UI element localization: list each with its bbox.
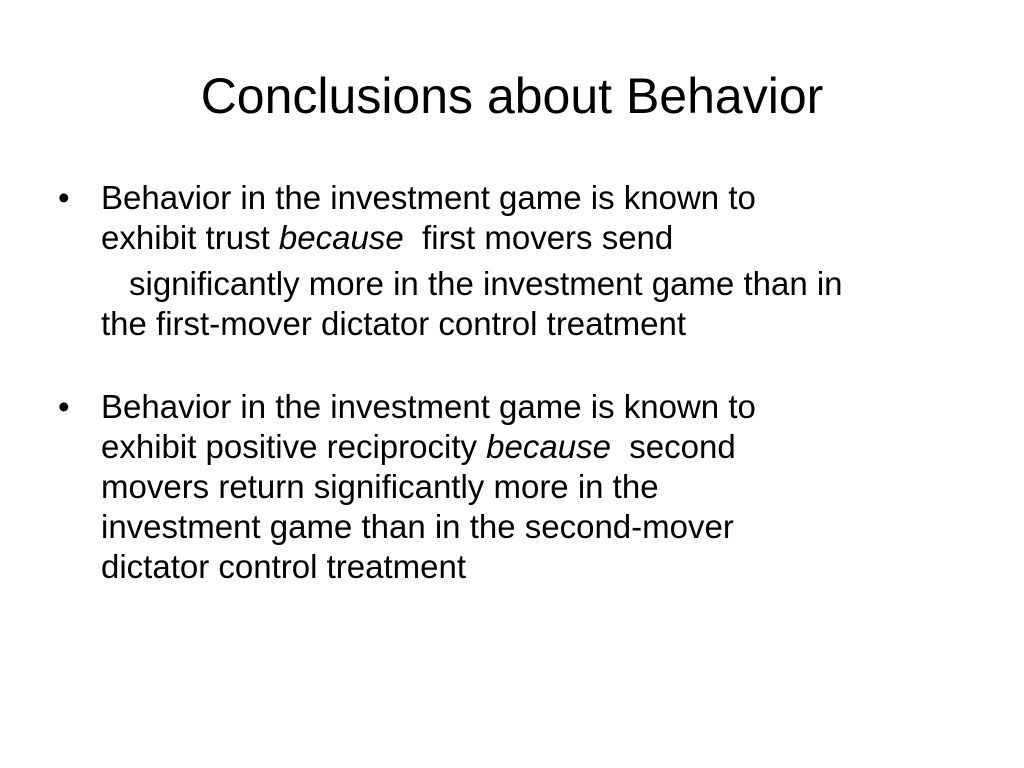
slide-body (58, 178, 988, 587)
bullet-text-segment: exhibit trust (101, 219, 279, 256)
bullet-text-segment: significantly more in the investment game than in (129, 265, 843, 302)
bullet-text-line: Behavior in the investment game is known to (101, 179, 756, 216)
bullet-item-trust (58, 178, 988, 344)
bullet-text-line: the first-mover dictator control treatment (101, 305, 687, 342)
bullet-text-line: movers return significantly more in the (101, 468, 659, 505)
bullet-continuation-line (101, 264, 988, 304)
slide-title: Conclusions about Behavior (200, 68, 824, 124)
bullet-spacer (58, 344, 988, 387)
bullet-text-line (101, 218, 988, 258)
bullet-text-line: investment game than in the second-mover (101, 508, 734, 545)
bullet-text-segment: exhibit positive reciprocity (101, 428, 487, 465)
bullet-text-segment: first movers send (403, 219, 674, 256)
bullet-text-segment: second (610, 428, 736, 465)
bullet-text-line: dictator control treatment (101, 548, 466, 585)
bullet-marker: • (58, 179, 70, 216)
bullet-text-line: Behavior in the investment game is known to (101, 388, 756, 425)
emphasis-text: because (278, 219, 404, 256)
bullet-item-reciprocity (58, 387, 988, 587)
emphasis-text: because (486, 428, 611, 465)
bullet-text-line (101, 427, 988, 467)
bullet-marker: • (58, 388, 70, 425)
